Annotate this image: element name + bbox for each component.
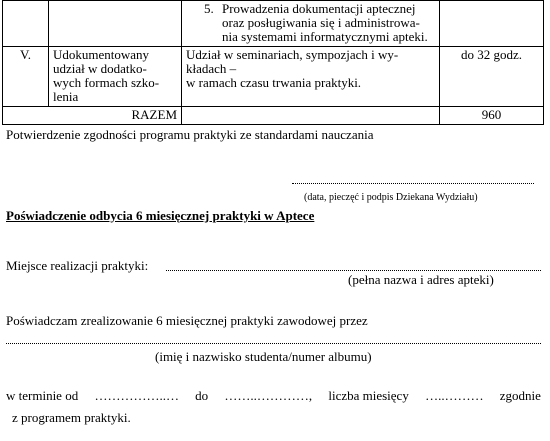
list-item xyxy=(186,2,435,44)
row-hours: do 32 godz. xyxy=(440,47,544,107)
term-months-label: liczba miesięcy xyxy=(328,388,409,403)
confirmation-text: Potwierdzenie zgodności programu praktyki ze standardami nauczania xyxy=(6,127,374,142)
student-field[interactable] xyxy=(6,331,541,344)
cell-empty-hours xyxy=(440,1,544,47)
list-item-text xyxy=(222,2,435,44)
row-form-line: lenia xyxy=(53,89,79,104)
student-caption: (imię i nazwisko studenta/numer albumu) xyxy=(155,349,372,364)
list-item-number: 5. xyxy=(204,1,214,16)
certificate-title: Poświadczenie odbycia 6 miesięcznej praktyki w Aptece xyxy=(6,208,315,223)
row-form xyxy=(49,47,182,107)
term-line xyxy=(6,388,541,404)
cell-empty-num xyxy=(3,1,49,47)
term-months-field[interactable]: …..……… xyxy=(425,388,484,403)
row-content-line: w ramach czasu trwania praktyki. xyxy=(186,75,362,90)
signature-line xyxy=(292,173,534,184)
term-continuation: z programem praktyki. xyxy=(12,410,131,425)
signature-caption: (data, pieczęć i podpis Dziekana Wydziału) xyxy=(304,192,478,203)
cell-empty-form xyxy=(49,1,182,47)
table-row-continued xyxy=(3,1,544,47)
term-from-field[interactable]: ……………..… xyxy=(94,388,179,403)
row-form-line: Udokumentowany xyxy=(53,47,150,62)
row-content-line: kładach – xyxy=(186,61,237,76)
table-row-total xyxy=(3,107,544,125)
list-item-line: Prowadzenia dokumentacji aptecznej xyxy=(222,1,416,16)
program-table xyxy=(2,0,544,125)
row-number: V. xyxy=(3,47,49,107)
term-to-field[interactable]: ……..…………, xyxy=(224,388,313,403)
row-form-line: wych formach szko- xyxy=(53,75,160,90)
certify-text: Poświadczam zrealizowanie 6 miesięcznej praktyki zawodowej przez xyxy=(6,313,368,328)
term-end-word: zgodnie xyxy=(499,388,541,403)
place-field[interactable] xyxy=(166,258,541,271)
total-empty xyxy=(182,107,440,125)
total-value: 960 xyxy=(440,107,544,125)
row-content-line: Udział w seminariach, sympozjach i wy- xyxy=(186,47,399,62)
list-item-line: oraz posługiwania się i administrowa- xyxy=(222,15,420,30)
row-content xyxy=(182,47,440,107)
term-to-label: do xyxy=(195,388,209,403)
row-form-line: udział w dodatko- xyxy=(53,61,147,76)
place-label: Miejsce realizacji praktyki: xyxy=(6,258,149,273)
list-item-line: nia systemami informatycznymi apteki. xyxy=(222,29,428,44)
place-caption: (pełna nazwa i adres apteki) xyxy=(348,272,494,287)
cell-continued-content xyxy=(182,1,440,47)
total-label: RAZEM xyxy=(3,107,182,125)
term-from-label: w terminie od xyxy=(6,388,79,403)
table-row-v xyxy=(3,47,544,107)
